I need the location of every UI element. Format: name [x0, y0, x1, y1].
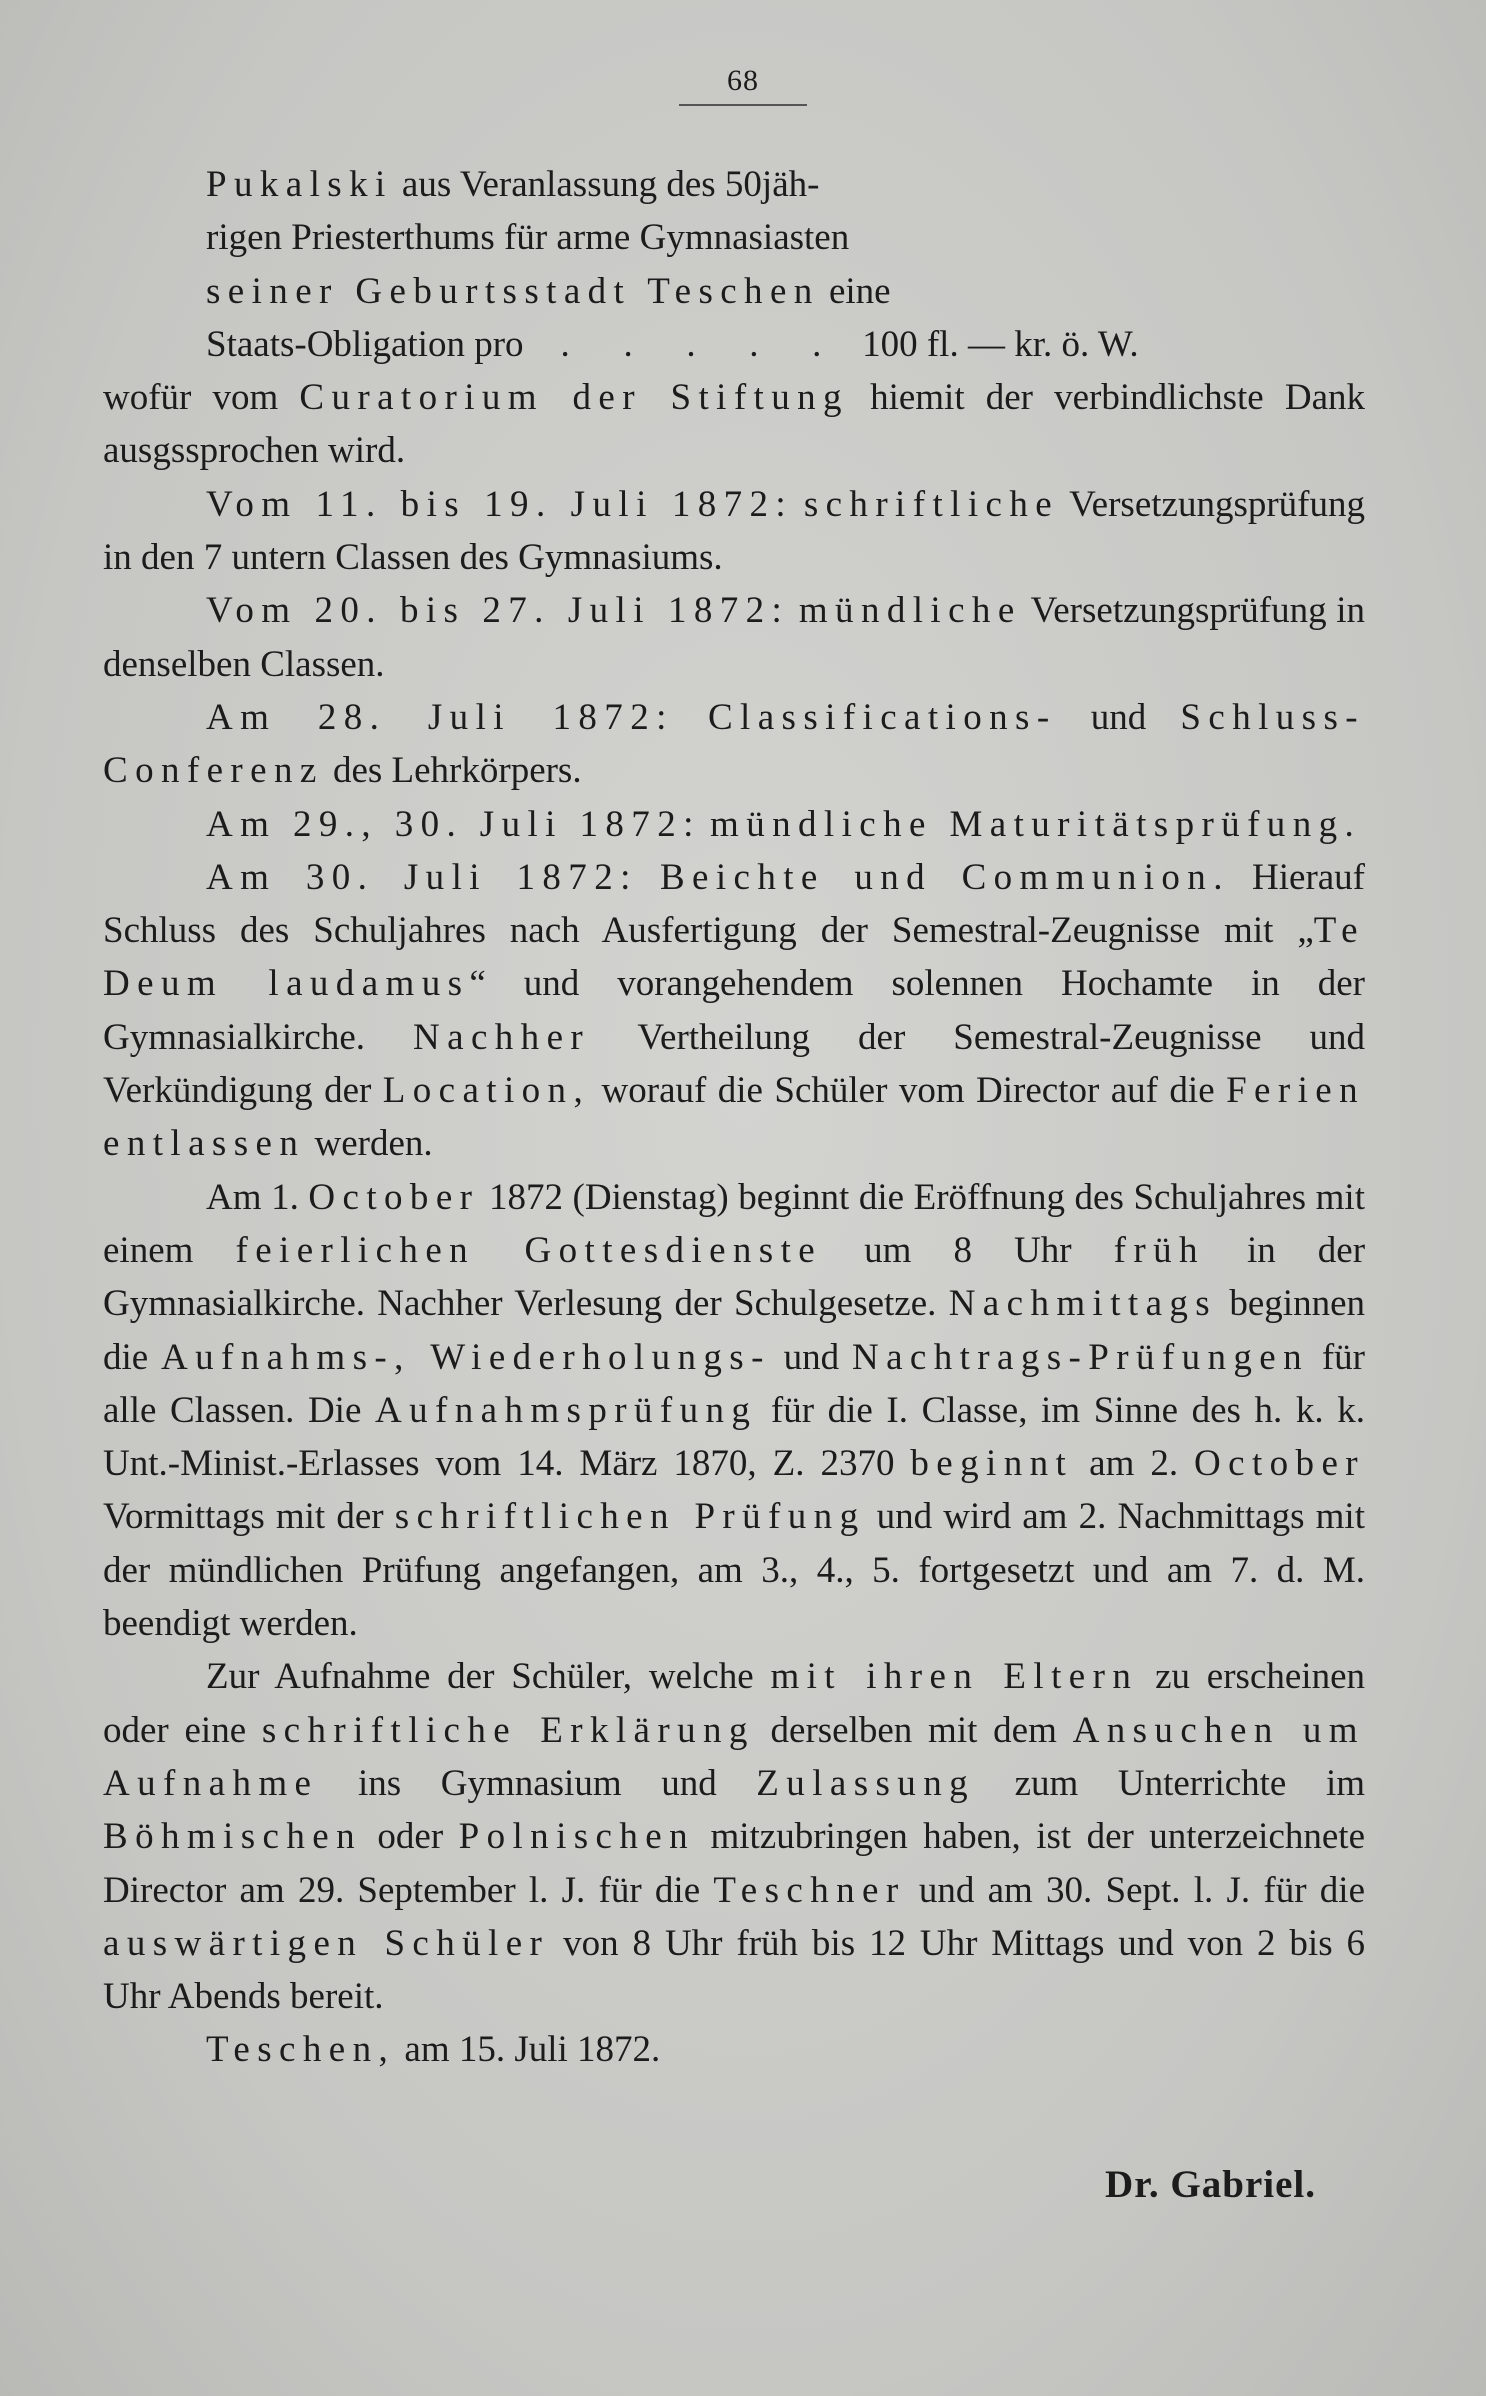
page-number: 68: [727, 64, 759, 97]
paragraph-oral-exam: Vom 20. bis 27. Juli 1872: mündliche Versetzungsprüfung in denselben Classen.: [103, 590, 1365, 685]
signature: Dr. Gabriel.: [1105, 2163, 1316, 2206]
body-text: [103, 158, 1365, 2077]
paragraph-conference: Am 28. Juli 1872: Classifications- und Schluss-Conferenz des Lehrkörpers.: [103, 696, 1366, 792]
paragraph-admission: Zur Aufnahme der Schüler, welche mit ihren Eltern zu erscheinen oder eine schriftliche Erklärung derselben mit dem Ansuchen um Aufnahme ins Gymnasium und Zulassung zum Unterrichte im Böhmischen oder Polnischen mitzubringen haben, ist der unterzeichnete Director am 29. September l. J. für die Teschner und am 30. Sept. l. J. für die auswärtigen Schüler von 8 Uhr früh bis 12 Uhr Mittags und von 2 bis 6 Uhr Abends bereit.: [103, 1656, 1366, 2018]
donation-line-4: Staats-Obligation pro . . . . . 100 fl. — kr. ö. W.: [206, 323, 1139, 365]
header-rule: [679, 104, 807, 106]
paragraph-school-year-start: Am 1. October 1872 (Dienstag) beginnt die Eröffnung des Schuljahres mit einem feierlichen Gottesdienste um 8 Uhr früh in der Gymnasialkirche. Nachher Verlesung der Schulgesetze. Nachmittags beginnen die Aufnahms-, Wiederholungs- und Nachtrags-Prüfungen für alle Classen. Die Aufnahmsprüfung für die I. Classe, im Sinne des h. k. k. Unt.-Minist.-Erlasses vom 14. März 1870, Z. 2370 beginnt am 2. October Vormittags mit der schriftlichen Prüfung und wird am 2. Nachmittags mit der mündlichen Prüfung angefangen, am 3., 4., 5. fortgesetzt und am 7. d. M. beendigt werden.: [103, 1176, 1366, 1645]
closing-place-date: Teschen, am 15. Juli 1872.: [206, 2029, 661, 2071]
paragraph-communion: Am 30. Juli 1872: Beichte und Communion. Hierauf Schluss des Schuljahres nach Ausfertigung der Semestral-Zeugnisse mit „Te Deum laudamus“ und vorangehendem solennen Hochamte in der Gymnasialkirche. Nachher Vertheilung der Semestral-Zeugnisse und Verkündigung der Location, worauf die Schüler vom Director auf die Ferien entlassen werden.: [103, 856, 1366, 1165]
donation-line-2: rigen Priesterthums für arme Gymnasiasten: [206, 217, 850, 259]
paragraph-donation: Pukalski aus Veranlassung des 50jäh- rigen Priesterthums für arme Gymnasiasten seiner Geburtsstadt Teschen eine Staats-Obligation pro . . . . . 100 fl. — kr. ö. W. wofür vom Curatorium der Stiftung hiemit der verbindlichste Dank ausgssprochen wird.: [103, 158, 1365, 478]
paragraph-written-exam: Vom 11. bis 19. Juli 1872: schriftliche Versetzungsprüfung in den 7 untern Classen des Gymnasiums.: [103, 483, 1365, 579]
paragraph-maturity-exam: Am 29., 30. Juli 1872: mündliche Maturitätsprüfung.: [206, 803, 1362, 845]
page-header: [0, 64, 1486, 106]
donation-line-3: seiner Geburtsstadt Teschen eine: [206, 270, 891, 312]
donation-line-1: Pukalski aus Veranlassung des 50jäh-: [206, 164, 820, 205]
